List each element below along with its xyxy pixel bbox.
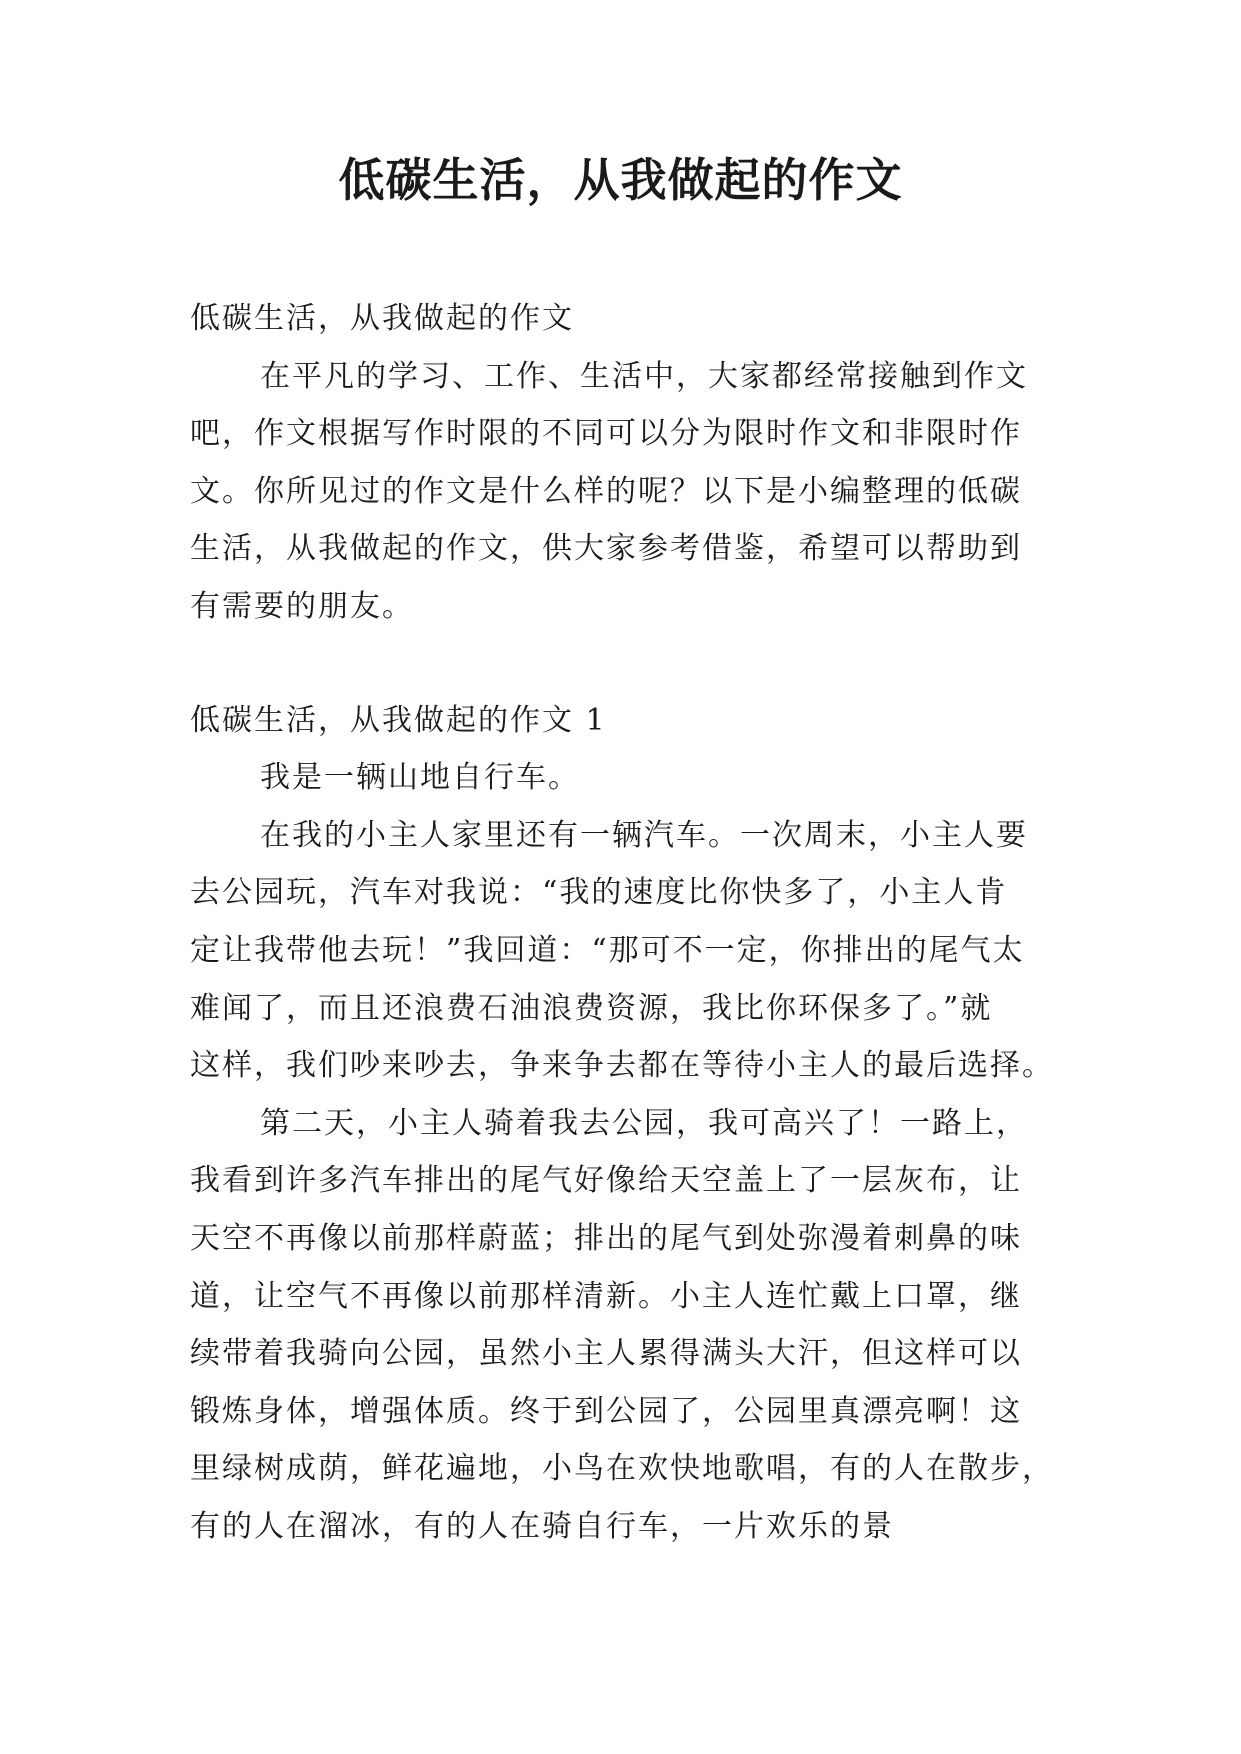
intro-line: 吧，作文根据写作时限的不同可以分为限时作文和非限时作 [190,416,1022,452]
paragraph-line: 里绿树成荫，鲜花遍地，小鸟在欢快地歌唱，有的人在散步， [190,1451,1054,1487]
paragraph-line: 锻炼身体，增强体质。终于到公园了，公园里真漂亮啊！这 [190,1393,1022,1429]
paragraph-line: 这样，我们吵来吵去，争来争去都在等待小主人的最后选择。 [190,1048,1054,1084]
paragraph-line: 去公园玩，汽车对我说：“我的速度比你快多了，小主人肯 [190,875,1008,911]
paragraph-line: 天空不再像以前那样蔚蓝；排出的尾气到处弥漫着刺鼻的味 [190,1220,1022,1256]
intro-line: 在平凡的学习、工作、生活中，大家都经常接触到作文 [260,358,1028,394]
intro-line: 生活，从我做起的作文，供大家参考借鉴，希望可以帮助到 [190,531,1022,567]
paragraph-line: 在我的小主人家里还有一辆汽车。一次周末，小主人要 [260,817,1028,853]
document-body [190,290,1052,1555]
intro-heading: 低碳生活，从我做起的作文 [190,301,574,336]
intro-line: 有需要的朋友。 [190,588,414,624]
paragraph-line: 定让我带他去玩！”我回道：“那可不一定，你排出的尾气太 [190,932,1025,968]
paragraph-line: 有的人在溜冰，有的人在骑自行车，一片欢乐的景 [190,1508,894,1544]
document-title: 低碳生活，从我做起的作文 [338,153,903,207]
essay-heading: 低碳生活，从我做起的作文 1 [190,702,607,738]
paragraph-line: 第二天，小主人骑着我去公园，我可高兴了！一路上， [260,1105,1028,1141]
paragraph-line: 难闻了，而且还浪费石油浪费资源，我比你环保多了。”就 [190,990,993,1026]
paragraph-line: 我是一辆山地自行车。 [260,760,580,796]
section-gap [190,636,1052,692]
intro-line: 文。你所见过的作文是什么样的呢？以下是小编整理的低碳 [190,473,1022,509]
paragraph-line: 我看到许多汽车排出的尾气好像给天空盖上了一层灰布，让 [190,1163,1022,1199]
paragraph-line: 续带着我骑向公园，虽然小主人累得满头大汗，但这样可以 [190,1336,1022,1372]
paragraph-line: 道，让空气不再像以前那样清新。小主人连忙戴上口罩，继 [190,1278,1022,1314]
